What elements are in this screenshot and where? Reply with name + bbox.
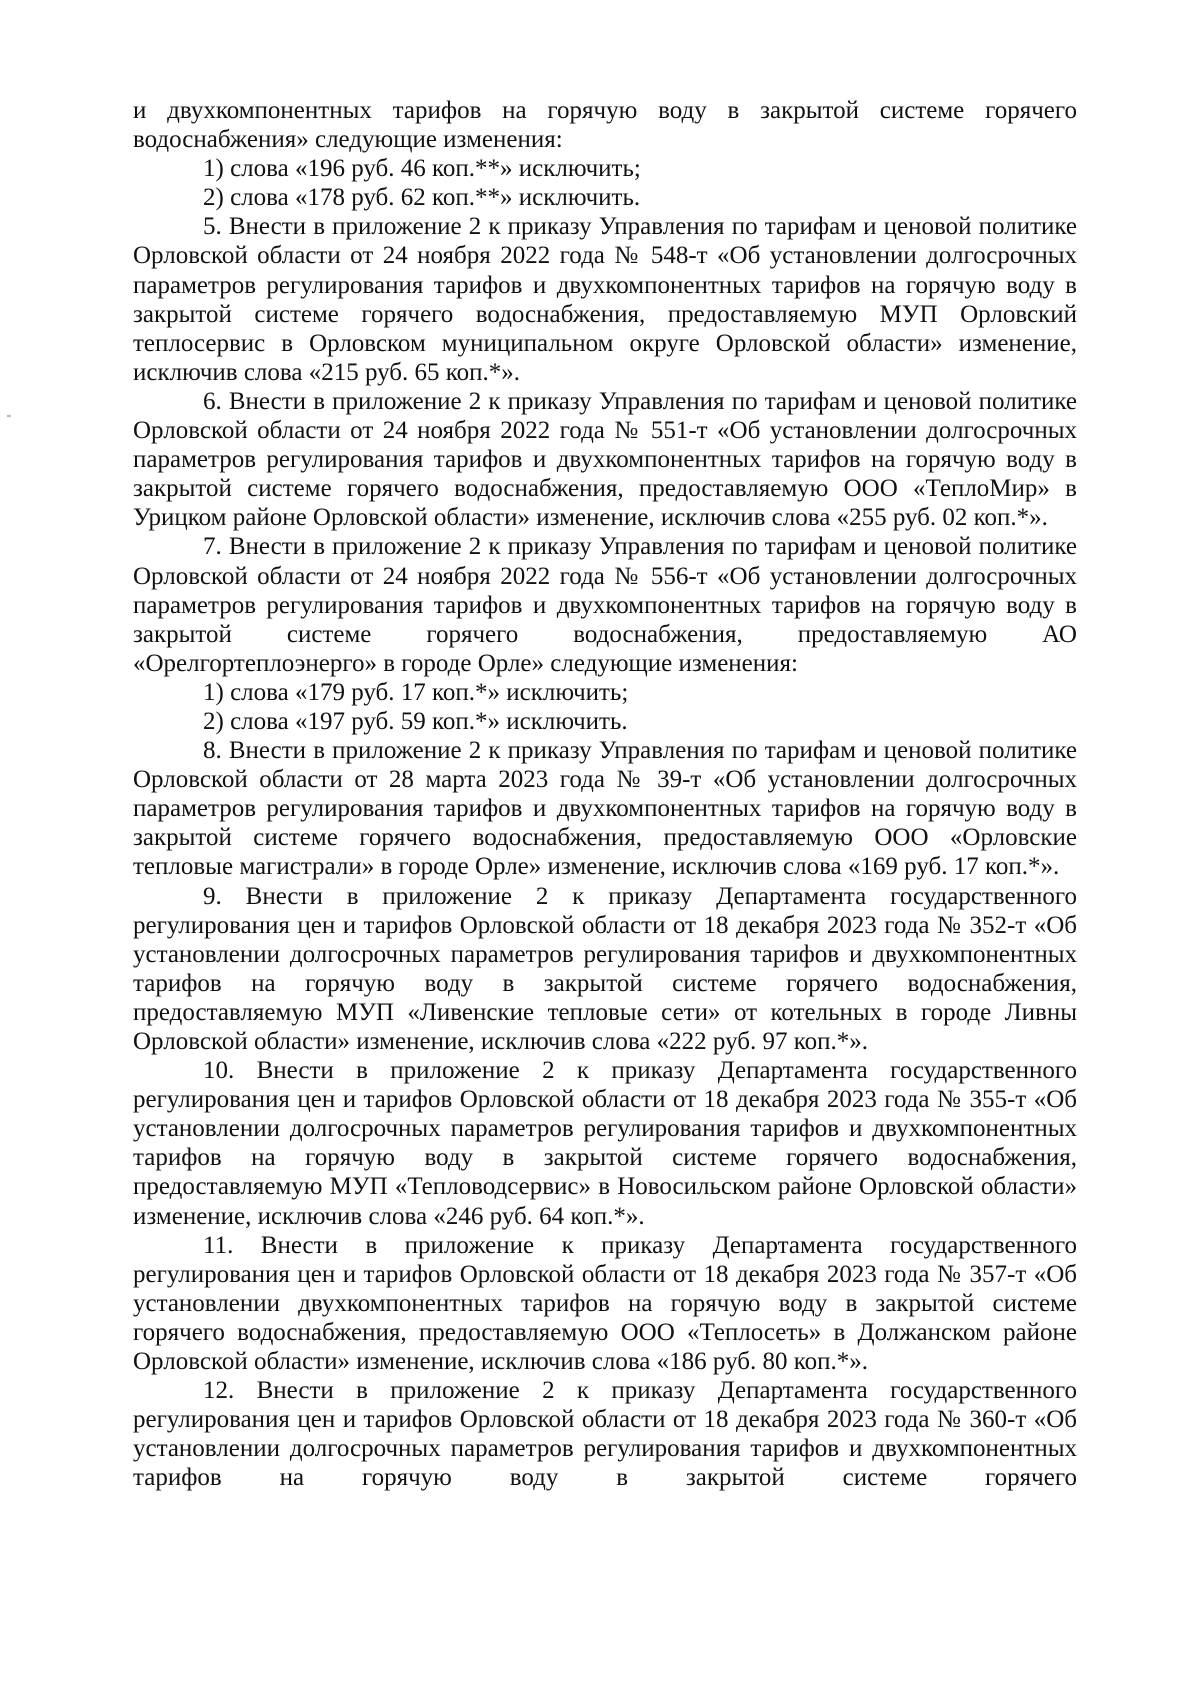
paragraph-10: 10. Внести в приложение 2 к приказу Департамента государственного регулирования цен и тарифов Орловской области от 18 декабря 2023 года № 355-т «Об установлении долгосрочных параметров регулирования тарифов и двухкомпонентных тарифов на горячую воду в закрытой системе горячего водоснабжения, предоставляемую МУП «Тепловодсервис» в Новосильском районе Орловской области» изменение, исключив слова «246 руб. 64 коп.*». <box>133 1057 1077 1230</box>
list-item-1: 1) слова «196 руб. 46 коп.**» исключить; <box>203 155 641 183</box>
paragraph-5: 5. Внести в приложение 2 к приказу Управления по тарифам и ценовой политике Орловской области от 24 ноября 2022 года № 548-т «Об установлении долгосрочных параметров регулирования тарифов и двухкомпонентных тарифов на горячую воду в закрытой системе горячего водоснабжения, предоставляемую МУП Орловский теплосервис в Орловском муниципальном округе Орловской области» изменение, исключив слова «215 руб. 65 коп.*». <box>133 213 1077 386</box>
paragraph-continuation: и двухкомпонентных тарифов на горячую воду в закрытой системе горячего водоснабжения» следующие изменения: <box>133 97 1077 154</box>
paragraph-8: 8. Внести в приложение 2 к приказу Управления по тарифам и ценовой политике Орловской области от 28 марта 2023 года № 39-т «Об установлении долгосрочных параметров регулирования тарифов и двухкомпонентных тарифов на горячую воду в закрытой системе горячего водоснабжения, предоставляемую ООО «Орловские тепловые магистрали» в городе Орле» изменение, исключив слова «169 руб. 17 коп.*». <box>133 737 1077 881</box>
scan-artifact <box>7 415 11 417</box>
list-item-2: 2) слова «178 руб. 62 коп.**» исключить. <box>203 184 641 212</box>
paragraph-12: 12. Внести в приложение 2 к приказу Департамента государственного регулирования цен и тарифов Орловской области от 18 декабря 2023 года № 360-т «Об установлении долгосрочных параметров регулирования тарифов и двухкомпонентных тарифов на горячую воду в закрытой системе горячего <box>133 1377 1077 1492</box>
paragraph-11: 11. Внести в приложение к приказу Департамента государственного регулирования цен и тарифов Орловской области от 18 декабря 2023 года № 357-т «Об установлении двухкомпонентных тарифов на горячую воду в закрытой системе горячего водоснабжения, предоставляемую ООО «Теплосеть» в Должанском районе Орловской области» изменение, исключив слова «186 руб. 80 коп.*». <box>133 1231 1077 1376</box>
document-page <box>133 96 1077 1493</box>
list-item-2: 2) слова «197 руб. 59 коп.*» исключить. <box>203 707 628 735</box>
paragraph-6: 6. Внести в приложение 2 к приказу Управления по тарифам и ценовой политике Орловской области от 24 ноября 2022 года № 551-т «Об установлении долгосрочных параметров регулирования тарифов и двухкомпонентных тарифов на горячую воду в закрытой системе горячего водоснабжения, предоставляемую ООО «ТеплоМир» в Урицком районе Орловской области» изменение, исключив слова «255 руб. 02 коп.*». <box>133 387 1077 532</box>
paragraph-7: 7. Внести в приложение 2 к приказу Управления по тарифам и ценовой политике Орловской области от 24 ноября 2022 года № 556-т «Об установлении долгосрочных параметров регулирования тарифов и двухкомпонентных тарифов на горячую воду в закрытой системе горячего водоснабжения, предоставляемую АО «Орелгортеплоэнерго» в городе Орле» следующие изменения: <box>133 533 1077 677</box>
list-item-1: 1) слова «179 руб. 17 коп.*» исключить; <box>203 678 629 706</box>
paragraph-9: 9. Внести в приложение 2 к приказу Департамента государственного регулирования цен и тарифов Орловской области от 18 декабря 2023 года № 352-т «Об установлении долгосрочных параметров регулирования тарифов и двухкомпонентных тарифов на горячую воду в закрытой системе горячего водоснабжения, предоставляемую МУП «Ливенские тепловые сети» от котельных в городе Ливны Орловской области» изменение, исключив слова «222 руб. 97 коп.*». <box>133 882 1077 1055</box>
